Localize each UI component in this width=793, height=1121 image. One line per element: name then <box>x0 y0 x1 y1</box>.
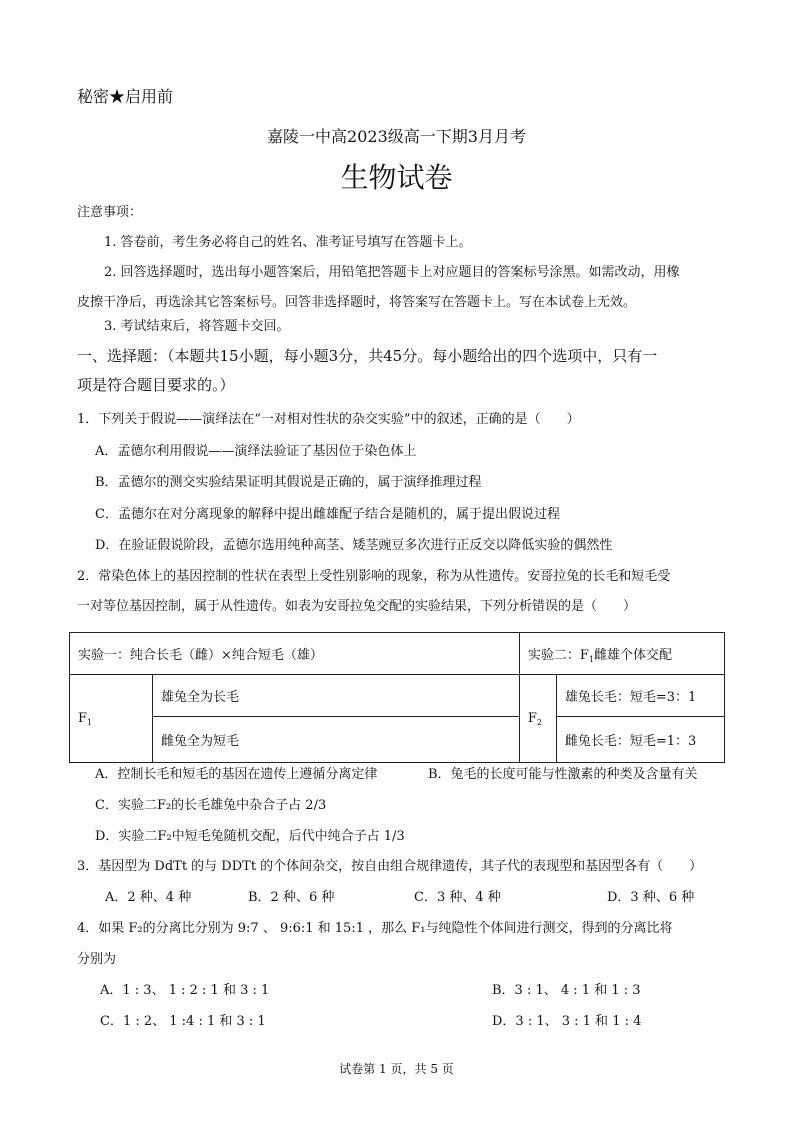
section-heading: 一、选择题：（本题共15小题，每小题3分，共45分。每小题给出的四个选项中，只有一 <box>77 347 658 365</box>
section-heading-continued: 项是符合题目要求的。） <box>77 376 235 394</box>
question-1-option-a: A．孟德尔利用假说——演绎法验证了基因位于染色体上 <box>95 444 417 459</box>
question-2-option-c: C．实验二F₂的长毛雄兔中杂合子占 2/3 <box>95 798 327 813</box>
question-2-option-d: D．实验二F₂中短毛兔随机交配，后代中纯合子占 1/3 <box>95 829 405 844</box>
question-1-option-b: B．孟德尔的测交实验结果证明其假说是正确的，属于演绎推理过程 <box>95 475 482 490</box>
exam-title: 嘉陵一中高2023级高一下期3月月考 <box>267 127 526 146</box>
question-4-stem-continued: 分别为 <box>77 952 117 967</box>
question-2-stem: 2．常染色体上的基因控制的性状在表型上受性别影响的现象，称为从性遗传。安哥拉兔的长毛和短毛受 <box>77 569 671 584</box>
question-3-stem: 3．基因型为 DdTt 的与 DDTt 的个体间杂交，按自由组合规律遗传，其子代的表现型和基因型各有（ ） <box>77 859 703 874</box>
experiment-table <box>69 632 725 763</box>
question-4-option-a: A．1 : 3、 1 : 2 : 1 和 3 : 1 <box>100 983 270 998</box>
experiment-2-header: 实验二：$F_1$雌雄个体交配 <box>519 633 724 675</box>
experiment-1-header: 实验一：纯合长毛（雌）×纯合短毛（雄） <box>70 633 520 675</box>
note-item-continued: 皮擦干净后，再选涂其它答案标号。回答非选择题时，将答案写在答题卡上。写在本试卷上无效。 <box>77 295 637 310</box>
f2-label: $F_2$ <box>519 675 556 763</box>
note-item: 3. 考试结束后，将答题卡交回。 <box>104 319 290 334</box>
subject-title: 生物试卷 <box>340 161 453 194</box>
question-3-option-c: C．3 种、4 种 <box>414 890 501 905</box>
question-2-stem-continued: 一对等位基因控制，属于从性遗传。如表为安哥拉兔交配的实验结果，下列分析错误的是（ ） <box>77 599 637 614</box>
page-footer: 试卷第 1 页，共 5 页 <box>339 1062 454 1076</box>
f2-female-result: 雌兔长毛：短毛=1：3 <box>556 717 724 763</box>
notes-heading: 注意事项： <box>77 205 143 220</box>
secret-notice: 秘密★启用前 <box>77 87 174 106</box>
f1-female-result: 雌兔全为短毛 <box>153 717 520 763</box>
f1-male-result: 雄兔全为长毛 <box>153 675 520 717</box>
question-3-option-a: A．2 种、4 种 <box>105 890 192 905</box>
question-1-option-c: C．孟德尔在对分离现象的解释中提出雌雄配子结合是随机的，属于提出假说过程 <box>95 507 560 522</box>
question-4-option-b: B．3 : 1、 4 : 1 和 1 : 3 <box>492 983 641 998</box>
question-4-option-d: D．3 : 1、 3 : 1 和 1 : 4 <box>492 1014 642 1029</box>
question-2-option-b: B．兔毛的长度可能与性激素的种类及含量有关 <box>428 767 698 782</box>
note-item: 2. 回答选择题时，选出每小题答案后，用铅笔把答题卡上对应题目的答案标号涂黑。如需改动，用橡 <box>104 265 680 280</box>
question-2-option-a: A．控制长毛和短毛的基因在遗传上遵循分离定律 <box>95 767 378 782</box>
question-1-stem: 1．下列关于假说——演绎法在“一对相对性状的杂交实验”中的叙述，正确的是（ ） <box>77 412 580 427</box>
question-3-option-b: B．2 种、6 种 <box>248 890 335 905</box>
question-1-option-d: D．在验证假说阶段，孟德尔选用纯种高茎、矮茎豌豆多次进行正反交以降低实验的偶然性 <box>95 538 613 553</box>
note-item: 1. 答卷前，考生务必将自己的姓名、准考证号填写在答题卡上。 <box>104 235 472 250</box>
f2-male-result: 雄兔长毛：短毛=3：1 <box>556 675 724 717</box>
f1-label: $F_1$ <box>70 675 153 763</box>
question-4-option-c: C．1 : 2、 1 :4 : 1 和 3 : 1 <box>100 1014 266 1029</box>
question-4-stem: 4．如果 F₂的分离比分别为 9:7 、 9:6:1 和 15:1 ，那么 F₁与纯隐性个体间进行测交，得到的分离比将 <box>77 921 673 936</box>
question-3-option-d: D．3 种、6 种 <box>607 890 695 905</box>
